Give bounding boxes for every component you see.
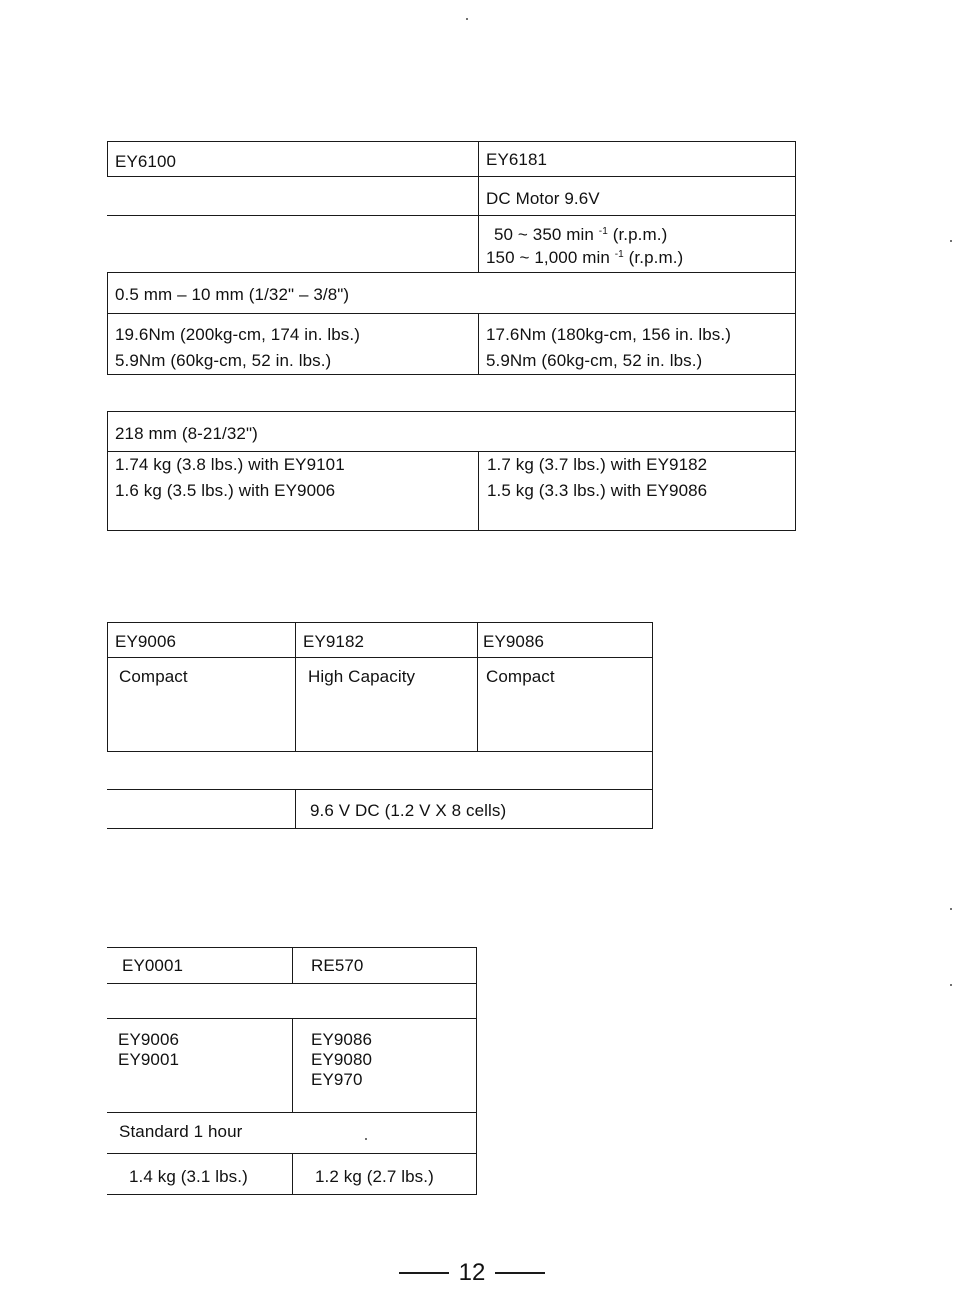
page-number xyxy=(395,1257,549,1287)
drill-torque-1-low: 5.9Nm (60kg-cm, 52 in. lbs.) xyxy=(115,351,332,370)
drill-overall-length: 218 mm (8-21/32") xyxy=(115,424,258,443)
battery-model-3: EY9086 xyxy=(483,632,545,651)
drill-weight-2b: 1.5 kg (3.3 lbs.) with EY9086 xyxy=(487,481,708,500)
drill-speed-high: 150 ~ 1,000 min $^{-1}$ (r.p.m.) xyxy=(486,248,684,267)
page-number-dash xyxy=(495,1272,545,1274)
drill-weight-1b: 1.6 kg (3.5 lbs.) with EY9006 xyxy=(115,481,336,500)
charger-charging-time: Standard 1 hour xyxy=(119,1122,243,1141)
scan-speck xyxy=(365,1138,367,1140)
charger-weight-2: 1.2 kg (2.7 lbs.) xyxy=(315,1167,434,1186)
scan-speck xyxy=(950,908,952,910)
battery-type-1: Compact xyxy=(119,667,188,686)
charger-model-2: RE570 xyxy=(311,956,364,975)
battery-model-2: EY9182 xyxy=(303,632,365,651)
drill-motor: DC Motor 9.6V xyxy=(486,189,600,208)
drill-weight-1a: 1.74 kg (3.8 lbs.) with EY9101 xyxy=(115,455,345,474)
charger-battery-2a: EY9086 xyxy=(311,1030,373,1049)
drill-chuck-capacity: 0.5 mm – 10 mm (1/32" – 3/8") xyxy=(115,285,350,304)
battery-type-2: High Capacity xyxy=(308,667,416,686)
drill-model-2: EY6181 xyxy=(486,150,548,169)
charger-battery-1b: EY9001 xyxy=(118,1050,180,1069)
page-number-text: 12 xyxy=(458,1258,486,1286)
drill-torque-1-high: 19.6Nm (200kg-cm, 174 in. lbs.) xyxy=(115,325,360,344)
scan-speck xyxy=(950,240,952,242)
charger-battery-2b: EY9080 xyxy=(311,1050,373,1069)
charger-battery-1a: EY9006 xyxy=(118,1030,180,1049)
battery-voltage: 9.6 V DC (1.2 V X 8 cells) xyxy=(310,801,507,820)
drill-torque-2-high: 17.6Nm (180kg-cm, 156 in. lbs.) xyxy=(486,325,731,344)
drill-torque-2-low: 5.9Nm (60kg-cm, 52 in. lbs.) xyxy=(486,351,703,370)
drill-model-1: EY6100 xyxy=(115,152,177,171)
battery-type-3: Compact xyxy=(486,667,555,686)
scan-speck xyxy=(950,984,952,986)
drill-weight-2a: 1.7 kg (3.7 lbs.) with EY9182 xyxy=(487,455,708,474)
scan-speck xyxy=(466,18,468,20)
page-number-dash xyxy=(399,1272,449,1274)
charger-battery-2c: EY970 xyxy=(311,1070,363,1089)
drill-speed-low: 50 ~ 350 min $^{-1}$ (r.p.m.) xyxy=(494,225,668,244)
charger-weight-1: 1.4 kg (3.1 lbs.) xyxy=(129,1167,248,1186)
battery-model-1: EY9006 xyxy=(115,632,177,651)
charger-model-1: EY0001 xyxy=(122,956,184,975)
